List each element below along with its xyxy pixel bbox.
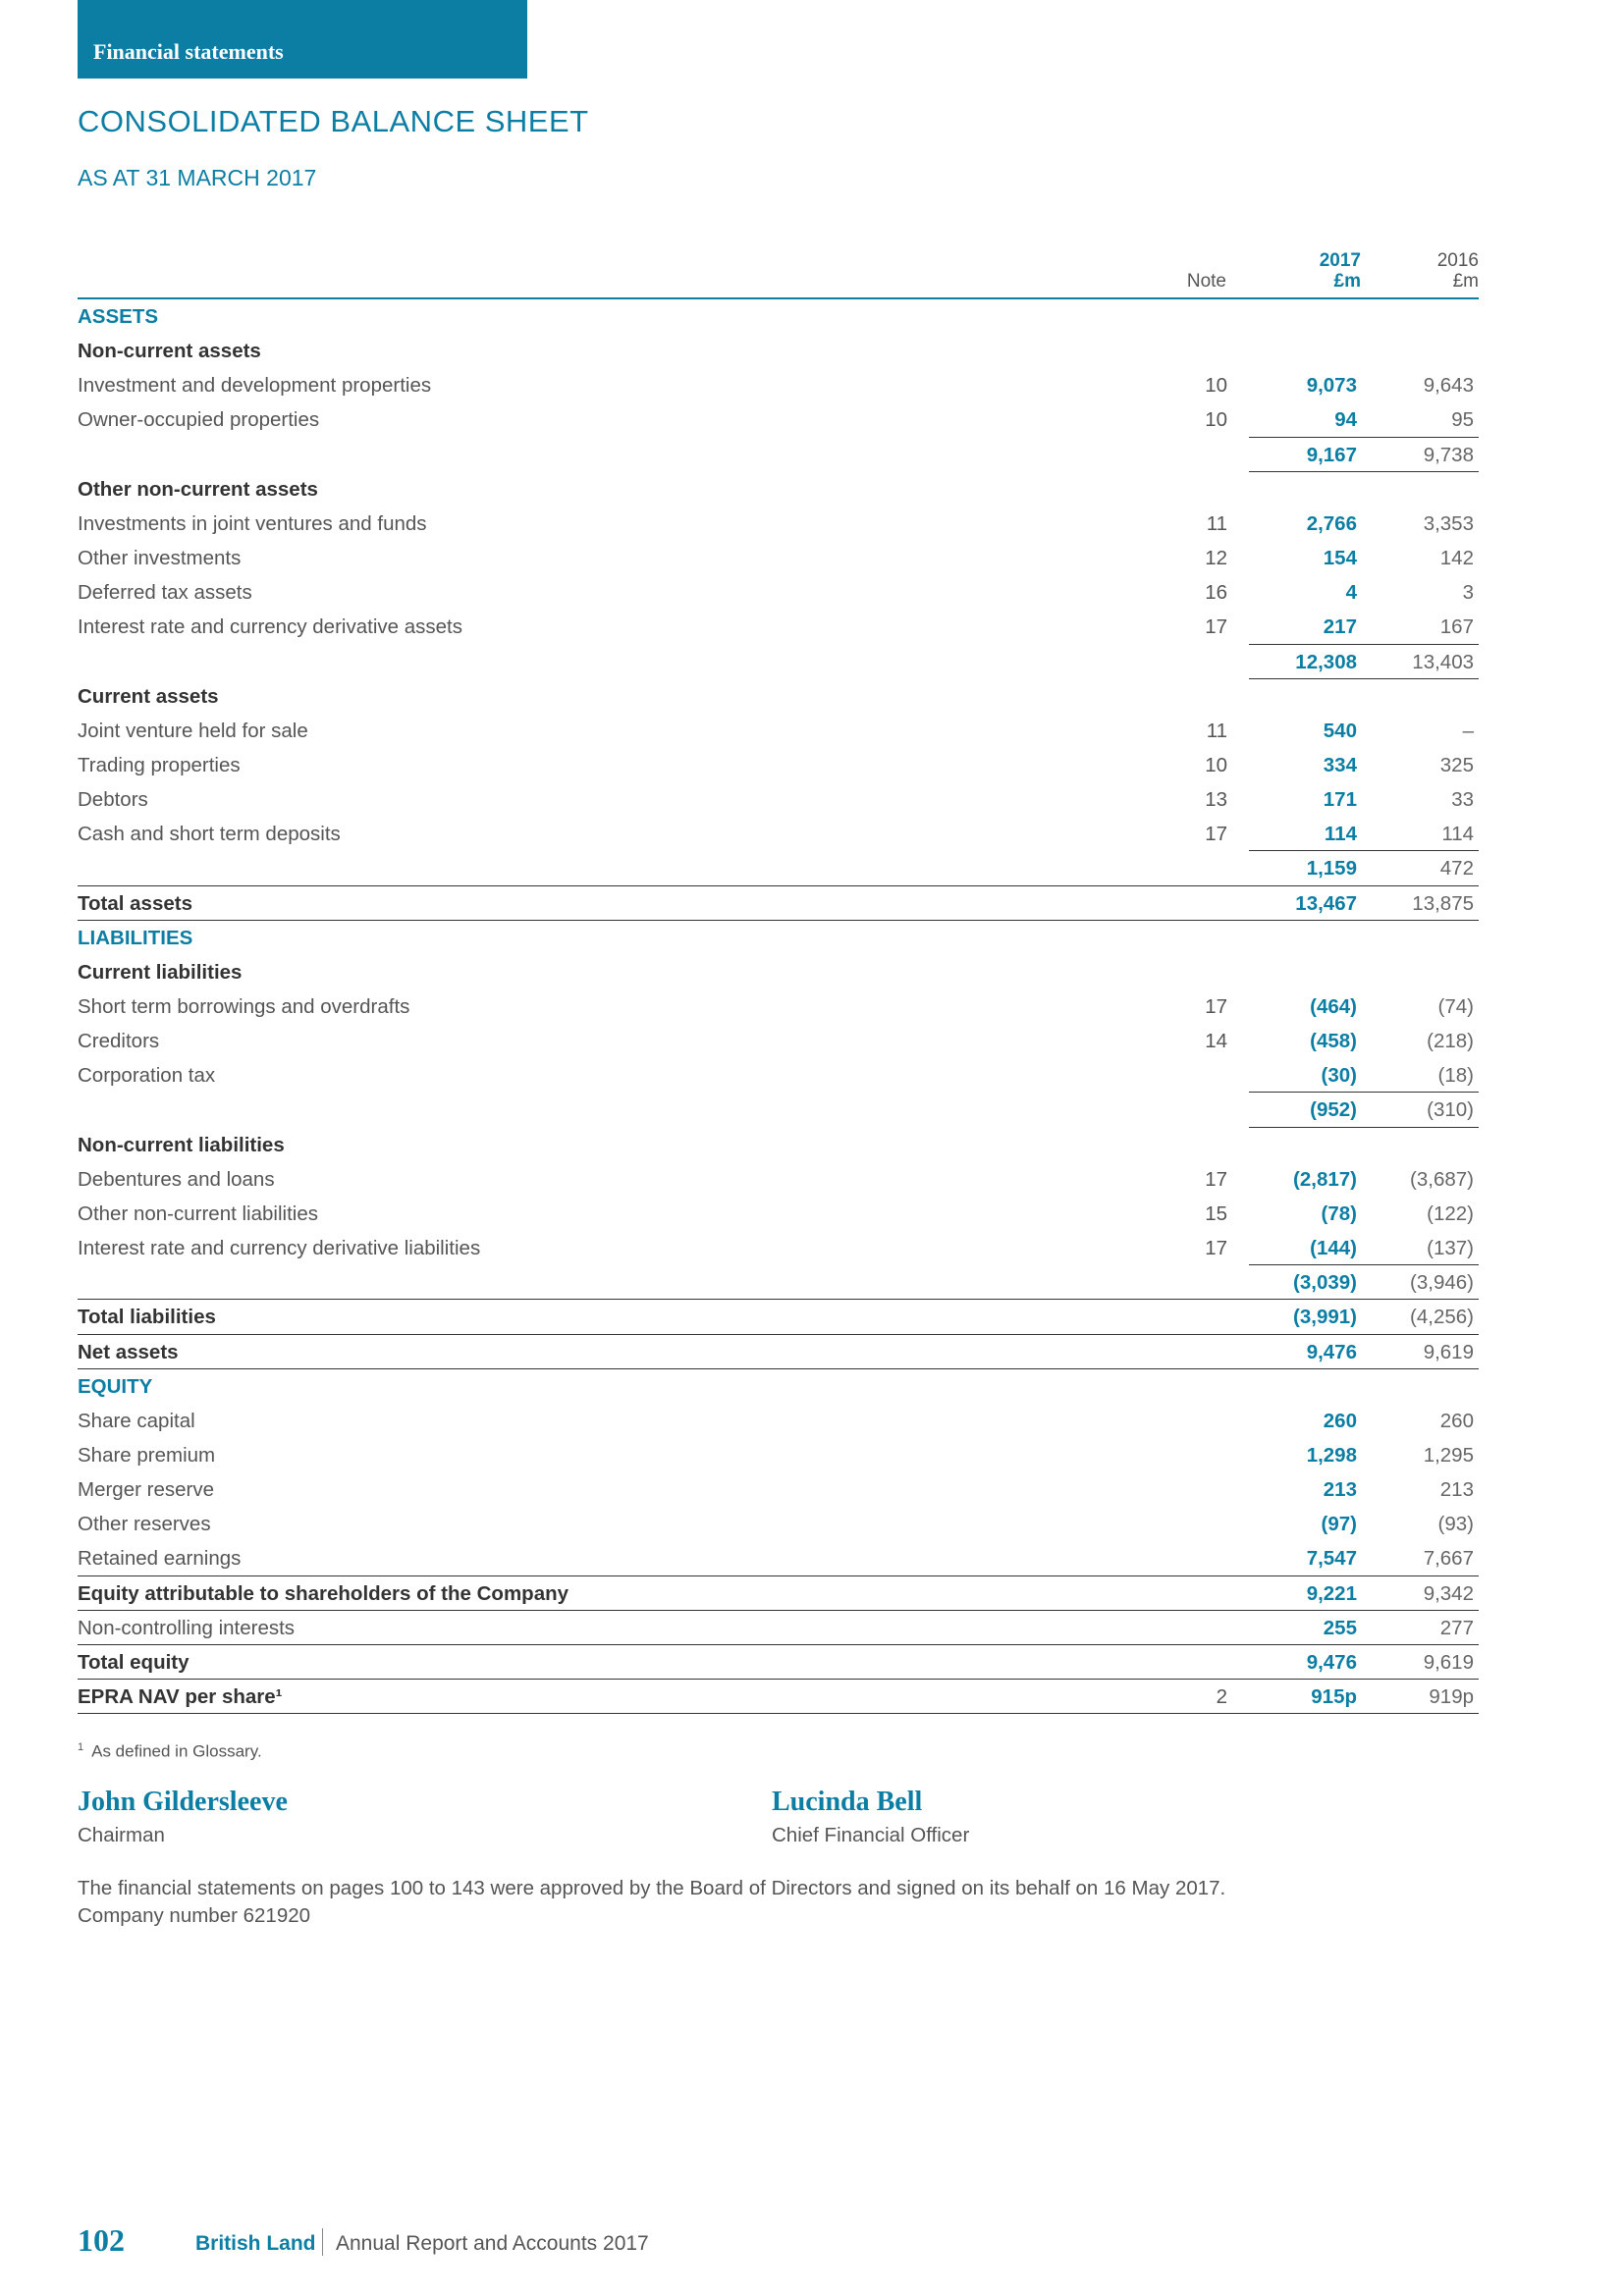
column-header-2017-year: 2017 — [1319, 250, 1361, 271]
row-label: Merger reserve — [78, 1478, 214, 1502]
value-2016: 9,643 — [1423, 374, 1474, 398]
row-label: Current liabilities — [78, 960, 243, 984]
value-2017: (144) — [1310, 1237, 1357, 1260]
value-2017: (3,991) — [1293, 1306, 1357, 1329]
value-2016: 13,875 — [1412, 891, 1474, 915]
full-width-rule — [78, 1713, 1479, 1714]
value-2017: 334 — [1323, 753, 1357, 776]
row-label: Trading properties — [78, 753, 241, 776]
subheading-row — [78, 679, 1479, 714]
value-2017: (78) — [1321, 1201, 1357, 1225]
table-row — [78, 402, 1479, 437]
value-2016: 114 — [1441, 823, 1474, 846]
table-row — [78, 782, 1479, 817]
table-row — [78, 507, 1479, 541]
row-note: 2 — [1216, 1685, 1227, 1708]
value-2016: (310) — [1427, 1098, 1474, 1122]
section-heading-row — [78, 921, 1479, 955]
row-label: Non-controlling interests — [78, 1616, 296, 1639]
table-row — [78, 1541, 1479, 1575]
column-header-2016-unit: £m — [1452, 271, 1479, 292]
row-label: Deferred tax assets — [78, 581, 252, 605]
row-note: 16 — [1205, 581, 1227, 605]
column-header-2016-year: 2016 — [1436, 250, 1479, 271]
value-2016: (18) — [1437, 1064, 1474, 1088]
subheading-row — [78, 472, 1479, 507]
value-2016: 13,403 — [1412, 650, 1474, 673]
value-2017: 154 — [1323, 547, 1357, 570]
footnote-text: As defined in Glossary. — [91, 1741, 262, 1761]
table-row — [78, 368, 1479, 402]
value-2016: 9,619 — [1423, 1340, 1474, 1363]
row-note: 17 — [1205, 615, 1227, 639]
row-label: Net assets — [78, 1340, 179, 1363]
row-label: EPRA NAV per share¹ — [78, 1685, 283, 1708]
approval-line: The financial statements on pages 100 to 143 were approved by the Board of Directors and signed on its behalf on 16 May 2017. — [78, 1877, 1226, 1899]
subtotal-row — [78, 1093, 1479, 1127]
value-2017: 9,073 — [1306, 374, 1357, 398]
footer-report-title: Annual Report and Accounts 2017 — [336, 2232, 649, 2255]
value-2016: (3,946) — [1410, 1271, 1474, 1295]
table-row — [78, 1507, 1479, 1541]
signatory-cfo — [772, 1787, 969, 1847]
row-note: 15 — [1205, 1201, 1227, 1225]
table-row — [78, 575, 1479, 610]
row-label: Share capital — [78, 1409, 195, 1432]
row-label: Debtors — [78, 788, 148, 812]
subheading-row — [78, 334, 1479, 368]
value-2017: 213 — [1323, 1478, 1357, 1502]
section-tab — [78, 0, 527, 79]
table-row — [78, 1438, 1479, 1472]
total-row — [78, 1335, 1479, 1369]
value-2016: (218) — [1427, 1030, 1474, 1053]
table-row — [78, 817, 1479, 851]
total-row — [78, 1300, 1479, 1334]
column-header-2016 — [1400, 250, 1479, 292]
row-label: Share premium — [78, 1443, 216, 1467]
approval-statement — [78, 1875, 1225, 1930]
row-label: Owner-occupied properties — [78, 408, 320, 432]
value-2016: 9,342 — [1423, 1581, 1474, 1605]
subtotal-row — [78, 438, 1479, 472]
footer-divider — [322, 2228, 323, 2256]
value-2016: 33 — [1451, 788, 1474, 812]
table-row — [78, 1058, 1479, 1093]
page-number: 102 — [78, 2222, 125, 2258]
value-2016: 142 — [1439, 547, 1474, 570]
table-row — [78, 541, 1479, 575]
value-2016: 7,667 — [1423, 1547, 1474, 1571]
row-label: Current assets — [78, 684, 219, 708]
footnote — [78, 1741, 262, 1762]
signatory-name: John Gildersleeve — [78, 1787, 288, 1817]
signatory-role: Chairman — [78, 1824, 165, 1846]
row-label: Investment and development properties — [78, 374, 432, 398]
row-label: Joint venture held for sale — [78, 719, 308, 742]
row-label: Total equity — [78, 1650, 189, 1674]
section-tab-label: Financial statements — [93, 39, 284, 64]
value-2017: 1,159 — [1306, 857, 1357, 881]
subtotal-row — [78, 645, 1479, 679]
value-2016: (93) — [1437, 1513, 1474, 1536]
footer-brand: British Land — [195, 2232, 316, 2255]
value-2016: (4,256) — [1410, 1306, 1474, 1329]
row-label: Non-current assets — [78, 340, 261, 363]
value-2017: 540 — [1323, 719, 1357, 742]
value-2017: 2,766 — [1306, 511, 1357, 535]
table-row — [78, 1162, 1479, 1197]
row-label: Equity attributable to shareholders of the Company — [78, 1581, 569, 1605]
row-note: 17 — [1205, 823, 1227, 846]
page-subtitle: AS AT 31 MARCH 2017 — [78, 165, 317, 190]
section-heading-row — [78, 1369, 1479, 1404]
value-2016: (137) — [1427, 1237, 1474, 1260]
value-2016: 1,295 — [1423, 1443, 1474, 1467]
row-label: Interest rate and currency derivative assets — [78, 615, 462, 639]
value-2016: 3 — [1462, 581, 1474, 605]
row-label: LIABILITIES — [78, 926, 193, 949]
row-note: 10 — [1205, 374, 1227, 398]
value-2016: (74) — [1437, 995, 1474, 1018]
value-2017: 114 — [1324, 823, 1357, 846]
value-2016: 277 — [1439, 1616, 1474, 1639]
value-2016: 919p — [1429, 1685, 1474, 1708]
row-label: Other non-current liabilities — [78, 1201, 318, 1225]
row-note: 12 — [1205, 547, 1227, 570]
value-2016: 167 — [1439, 615, 1474, 639]
value-2016: – — [1462, 719, 1474, 742]
row-label: EQUITY — [78, 1374, 153, 1398]
value-2016: 95 — [1451, 408, 1474, 432]
table-row — [78, 714, 1479, 748]
row-label: Total assets — [78, 891, 192, 915]
total-row — [78, 1680, 1479, 1714]
row-label: Creditors — [78, 1030, 160, 1053]
company-number: Company number 621920 — [78, 1904, 311, 1927]
subheading-row — [78, 1128, 1479, 1162]
row-label: Short term borrowings and overdrafts — [78, 995, 410, 1018]
table-row — [78, 989, 1479, 1024]
value-2016: 9,738 — [1423, 443, 1474, 466]
value-2017: (952) — [1310, 1098, 1357, 1122]
value-2016: 9,619 — [1423, 1650, 1474, 1674]
row-label: Total liabilities — [78, 1306, 216, 1329]
row-label: Other reserves — [78, 1513, 211, 1536]
row-label: Cash and short term deposits — [78, 823, 341, 846]
row-note: 11 — [1206, 719, 1227, 742]
value-2016: 472 — [1439, 857, 1474, 881]
value-2017: (97) — [1321, 1513, 1357, 1536]
value-2017: (464) — [1310, 995, 1357, 1018]
row-label: ASSETS — [78, 305, 159, 328]
row-label: Retained earnings — [78, 1547, 242, 1571]
value-2017: 9,167 — [1306, 443, 1357, 466]
value-2017: 217 — [1323, 615, 1357, 639]
total-row — [78, 1645, 1479, 1680]
row-label: Debentures and loans — [78, 1167, 275, 1191]
column-header-note: Note — [1186, 271, 1226, 292]
row-label: Other investments — [78, 547, 242, 570]
row-label: Investments in joint ventures and funds — [78, 511, 427, 535]
total-row — [78, 1576, 1479, 1611]
value-2017: 9,476 — [1306, 1650, 1357, 1674]
page-title: CONSOLIDATED BALANCE SHEET — [78, 104, 589, 138]
row-note: 11 — [1206, 511, 1227, 535]
value-2016: (122) — [1427, 1201, 1474, 1225]
subheading-row — [78, 955, 1479, 989]
value-2017: 9,221 — [1306, 1581, 1357, 1605]
row-label: Corporation tax — [78, 1064, 216, 1088]
column-header-2017 — [1282, 250, 1361, 292]
row-note: 10 — [1205, 408, 1227, 432]
value-2017: (30) — [1321, 1064, 1357, 1088]
table-row — [78, 1197, 1479, 1231]
row-note: 17 — [1205, 1167, 1227, 1191]
value-2017: 13,467 — [1295, 891, 1357, 915]
row-note: 17 — [1205, 995, 1227, 1018]
value-2016: 325 — [1439, 753, 1474, 776]
value-2016: 260 — [1439, 1409, 1474, 1432]
value-2017: (458) — [1310, 1030, 1357, 1053]
value-2016: 3,353 — [1423, 511, 1474, 535]
value-2017: 1,298 — [1306, 1443, 1357, 1467]
value-2017: 94 — [1334, 408, 1357, 432]
row-label: Non-current liabilities — [78, 1133, 285, 1156]
row-note: 13 — [1205, 788, 1227, 812]
table-row — [78, 1472, 1479, 1507]
table-row — [78, 1024, 1479, 1058]
column-header-2017-unit: £m — [1333, 271, 1361, 292]
row-note: 10 — [1205, 753, 1227, 776]
row-label: Other non-current assets — [78, 477, 318, 501]
table-row — [78, 1404, 1479, 1438]
value-2017: 9,476 — [1306, 1340, 1357, 1363]
section-heading-row — [78, 299, 1479, 334]
value-2017: (2,817) — [1293, 1167, 1357, 1191]
row-note: 14 — [1205, 1030, 1227, 1053]
table-row — [78, 1231, 1479, 1265]
signatory-name: Lucinda Bell — [772, 1787, 923, 1817]
value-2017: 255 — [1323, 1616, 1357, 1639]
signatory-chairman — [78, 1787, 288, 1847]
value-2017: 260 — [1323, 1409, 1357, 1432]
total-row — [78, 886, 1479, 921]
subtotal-row — [78, 851, 1479, 885]
row-label: Interest rate and currency derivative liabilities — [78, 1237, 481, 1260]
table-row — [78, 1611, 1479, 1645]
footnote-marker: 1 — [78, 1741, 84, 1753]
value-2017: 12,308 — [1295, 650, 1357, 673]
row-note: 17 — [1205, 1237, 1227, 1260]
signatory-role: Chief Financial Officer — [772, 1824, 970, 1846]
value-2017: 7,547 — [1306, 1547, 1357, 1571]
value-2016: (3,687) — [1410, 1167, 1474, 1191]
value-2017: 171 — [1323, 788, 1357, 812]
value-2017: 915p — [1311, 1685, 1357, 1708]
value-2016: 213 — [1439, 1478, 1474, 1502]
table-row — [78, 748, 1479, 782]
value-2017: 4 — [1345, 581, 1357, 605]
table-row — [78, 610, 1479, 644]
subtotal-row — [78, 1265, 1479, 1300]
value-2017: (3,039) — [1293, 1271, 1357, 1295]
